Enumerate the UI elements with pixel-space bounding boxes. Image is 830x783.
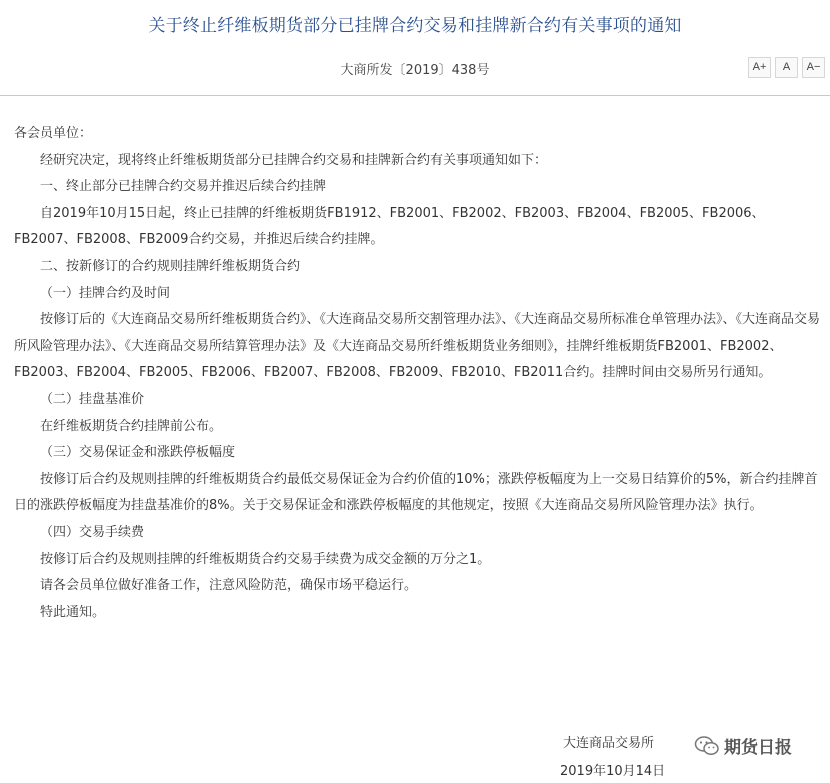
font-reset-button[interactable]: A xyxy=(775,57,798,78)
section2-title: 二、按新修订的合约规则挂牌纤维板期货合约 xyxy=(40,258,301,274)
sub3-paragraph: 按修订后合约及规则挂牌的纤维板期货合约最低交易保证金为合约价值的10%；涨跌停板幅度为上一交易日结算价的5%，新合约挂牌首日的涨跌停板幅度为挂盘基准价的8%。关于交易保证金和涨跌停板幅度的其他规定，按照《大连商品交易所风险管理办法》执行。 xyxy=(14,471,818,514)
salutation: 各会员单位： xyxy=(14,126,93,141)
watermark xyxy=(694,733,792,758)
wechat-icon xyxy=(694,735,720,757)
font-increase-button[interactable]: A+ xyxy=(748,57,771,78)
sub2-paragraph: 在纤维板期货合约挂牌前公布。 xyxy=(40,418,223,434)
sub3-title: （三）交易保证金和涨跌停板幅度 xyxy=(40,445,236,461)
doc-number: 大商所发〔2019〕438号 xyxy=(340,63,490,78)
section1-title: 一、终止部分已挂牌合约交易并推迟后续合约挂牌 xyxy=(40,179,327,195)
sub1-paragraph: 按修订后的《大连商品交易所纤维板期货合约》、《大连商品交易所交割管理办法》、《大连商品交易所标准仓单管理办法》、《大连商品交易所风险管理办法》、《大连商品交易所结算管理办法》及《大连商品交易所纤维板期货业务细则》，挂牌纤维板期货FB2001、FB2002、FB2003、FB2004、FB2005、FB2006、FB2007、FB2008、FB2009、FB2010、FB2011合约。挂牌时间由交易所另行通知。 xyxy=(14,312,821,381)
sub4-title: （四）交易手续费 xyxy=(40,524,145,540)
closing-remark: 特此通知。 xyxy=(40,604,106,620)
notice-body xyxy=(14,121,826,626)
sub2-title: （二）挂盘基准价 xyxy=(40,391,145,407)
sub4-paragraph: 按修订后合约及规则挂牌的纤维板期货合约交易手续费为成交金额的万分之1。 xyxy=(40,551,491,567)
signature-org: 大连商品交易所 xyxy=(563,736,655,751)
watermark-text: 期货日报 xyxy=(724,738,792,758)
closing-paragraph: 请各会员单位做好准备工作，注意风险防范，确保市场平稳运行。 xyxy=(40,578,418,594)
signature-date: 2019年10月14日 xyxy=(560,764,666,779)
section1-paragraph: 自2019年10月15日起，终止已挂牌的纤维板期货FB1912、FB2001、FB2002、FB2003、FB2004、FB2005、FB2006、FB2007、FB2008、FB2009合约交易，并推迟后续合约挂牌。 xyxy=(14,205,765,248)
notice-title: 关于终止纤维板期货部分已挂牌合约交易和挂牌新合约有关事项的通知 xyxy=(148,16,682,36)
sub1-title: （一）挂牌合约及时间 xyxy=(40,285,171,301)
font-size-controls xyxy=(748,57,825,78)
intro-paragraph: 经研究决定，现将终止纤维板期货部分已挂牌合约交易和挂牌新合约有关事项通知如下： xyxy=(40,152,548,168)
header-divider xyxy=(0,95,830,96)
font-decrease-button[interactable]: A− xyxy=(802,57,825,78)
